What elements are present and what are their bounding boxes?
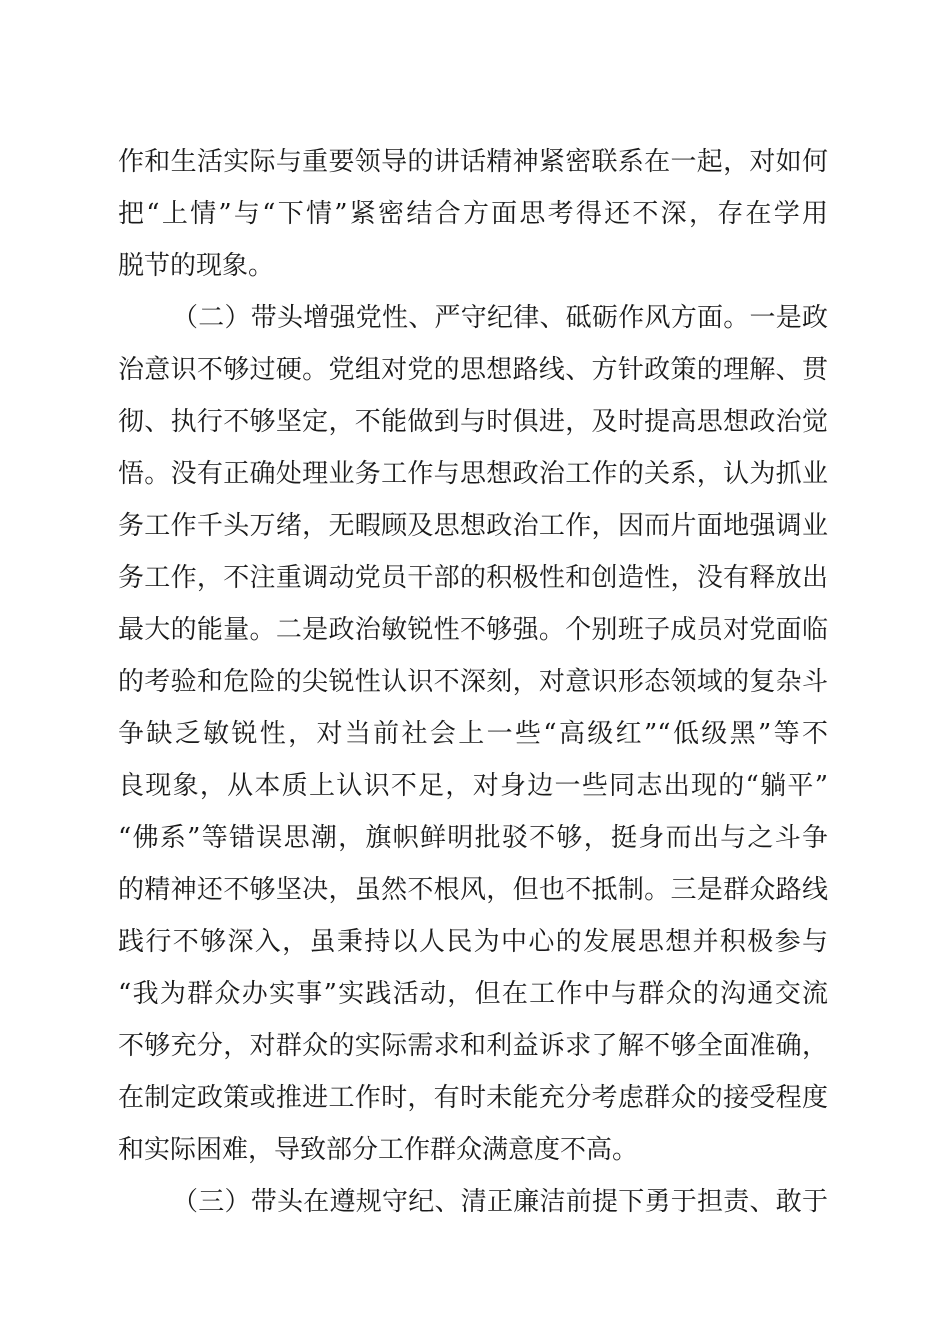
section-heading-two: （二）带头增强党性、严守纪律、砥砺作风方面。一是政 (172, 303, 828, 333)
text-line-14: “佛系”等错误思潮，旗帜鲜明批驳不够，挺身而出与之斗争 (118, 823, 828, 853)
text-line-6: 彻、执行不够坚定，不能做到与时俱进，及时提高思想政治觉 (118, 407, 828, 437)
text-line-18: 不够充分，对群众的实际需求和利益诉求了解不够全面准确， (118, 1031, 828, 1061)
text-line-3: 脱节的现象。 (118, 251, 275, 281)
text-line-1: 作和生活实际与重要领导的讲话精神紧密联系在一起，对如何 (118, 147, 828, 177)
text-line-12: 争缺乏敏锐性，对当前社会上一些“高级红”“低级黑”等不 (118, 719, 828, 749)
text-line-13: 良现象，从本质上认识不足，对身边一些同志出现的“躺平” (118, 771, 828, 801)
text-line-10: 最大的能量。二是政治敏锐性不够强。个别班子成员对党面临 (118, 615, 828, 645)
text-line-9: 务工作，不注重调动党员干部的积极性和创造性，没有释放出 (118, 563, 828, 593)
text-line-11: 的考验和危险的尖锐性认识不深刻，对意识形态领域的复杂斗 (118, 667, 828, 697)
text-line-2: 把“上情”与“下情”紧密结合方面思考得还不深，存在学用 (118, 199, 828, 229)
text-line-17: “我为群众办实事”实践活动，但在工作中与群众的沟通交流 (118, 979, 828, 1009)
text-line-5: 治意识不够过硬。党组对党的思想路线、方针政策的理解、贯 (118, 355, 828, 385)
text-line-15: 的精神还不够坚决，虽然不根风，但也不抵制。三是群众路线 (118, 875, 828, 905)
text-line-8: 务工作千头万绪，无暇顾及思想政治工作，因而片面地强调业 (118, 511, 828, 541)
text-line-7: 悟。没有正确处理业务工作与思想政治工作的关系，认为抓业 (118, 459, 828, 489)
text-line-20: 和实际困难，导致部分工作群众满意度不高。 (118, 1135, 639, 1165)
text-line-16: 践行不够深入，虽秉持以人民为中心的发展思想并积极参与 (118, 927, 828, 957)
text-line-19: 在制定政策或推进工作时，有时未能充分考虑群众的接受程度 (118, 1083, 828, 1113)
section-heading-three: （三）带头在遵规守纪、清正廉洁前提下勇于担责、敢于 (172, 1187, 828, 1217)
